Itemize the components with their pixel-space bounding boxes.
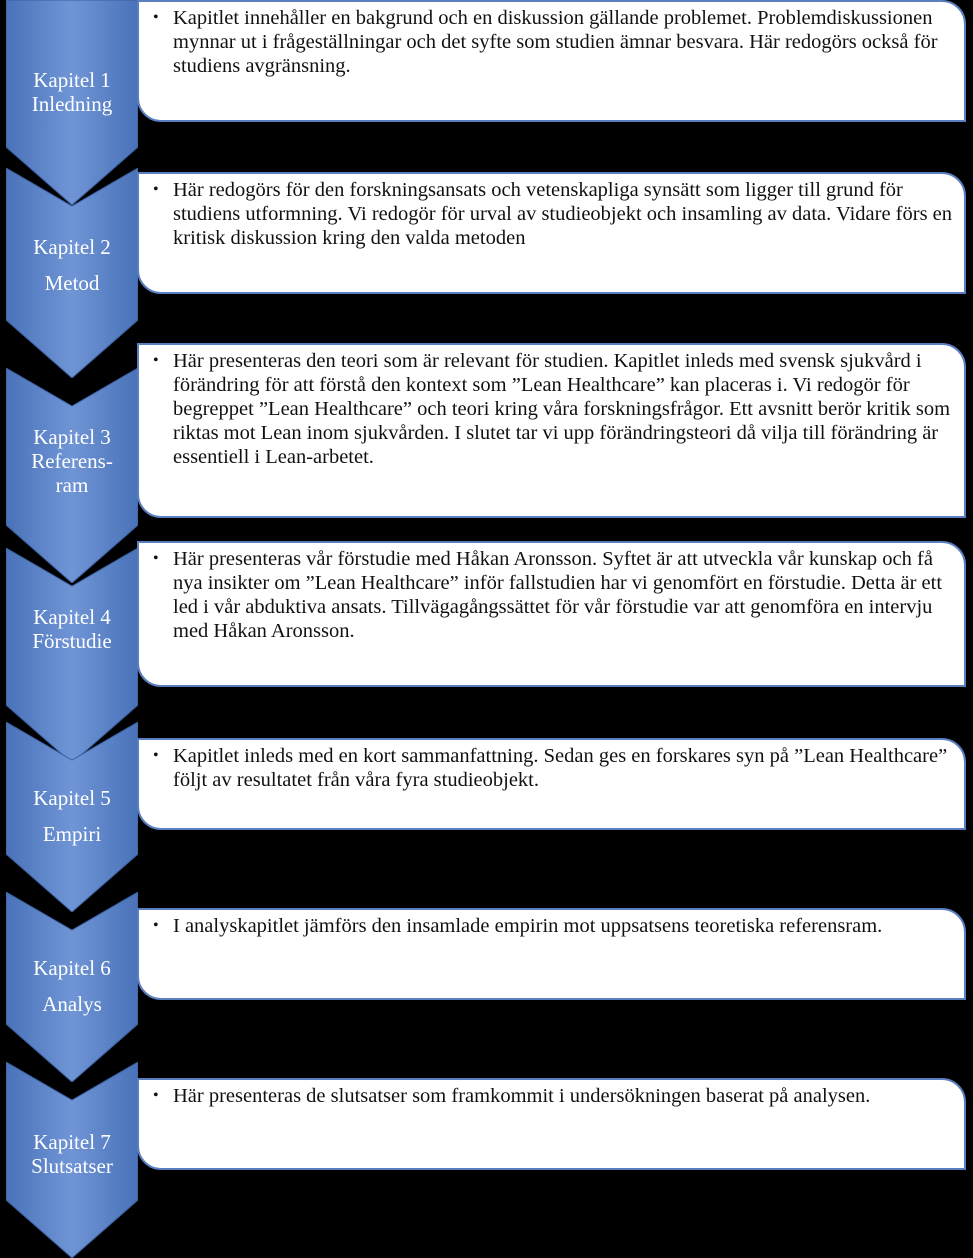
chapter-description-text: Här redogörs för den forskningsansats och vetenskapliga synsätt som ligger till grund för studiens utformning. Vi redogör för urval av studieobjekt och insamling av data. Vidare förs en kritisk diskussion kring den valda metoden (173, 179, 953, 249)
chapter-description-list (153, 349, 954, 469)
chapter-description-list (153, 744, 954, 792)
chapter-description-list (153, 178, 954, 250)
chapter-description-item (153, 178, 954, 250)
chapter-description-text: Kapitlet innehåller en bakgrund och en diskussion gällande problemet. Problemdiskussionen mynnar ut i frågeställningar och det syfte som studien ämnar besvara. Här redogörs också för studiens avgränsning. (173, 7, 938, 77)
chapter-label-line: Förstudie (32, 629, 112, 653)
chapter-description-text: Här presenteras de slutsatser som framkommit i undersökningen baserat på analysen. (173, 1085, 871, 1107)
chapter-description-item (153, 349, 954, 469)
chapter-description-box-1 (137, 0, 966, 122)
bullet-icon: • (153, 1087, 159, 1104)
chapter-label-3 (6, 425, 138, 497)
bullet-icon: • (153, 181, 159, 198)
chapter-description-text: Här presenteras den teori som är relevant för studien. Kapitlet inleds med svensk sjukvård i förändring för att förstå den kontext som ”Lean Healthcare” kan placeras i. Vi redogör för begreppet ”Lean Healthcare” och teori kring våra forskningsfrågor. Ett avsnitt berör kritik som riktas mot Lean inom sjukvården. I slutet tar vi upp förändringsteori då vilja till förändring är essentiell i Lean-arbetet. (173, 350, 951, 468)
chapter-label-line: Kapitel 4 (33, 605, 111, 629)
bullet-icon: • (153, 352, 159, 369)
chapter-description-list (153, 6, 954, 78)
chapter-description-list (153, 914, 954, 938)
chapter-description-box-7 (137, 1078, 966, 1170)
chapter-description-box-5 (137, 738, 966, 830)
chapter-label-line: Kapitel 2 (33, 235, 111, 259)
chapter-label-line: Analys (42, 992, 102, 1016)
chapter-description-box-2 (137, 172, 966, 294)
chapter-description-box-4 (137, 541, 966, 687)
chapter-label-line: Referens- (31, 449, 113, 473)
chapter-description-item (153, 1084, 954, 1108)
chapter-label-line: Slutsatser (31, 1154, 113, 1178)
chapter-description-list (153, 547, 954, 643)
chapter-description-text: Kapitlet inleds med en kort sammanfattning. Sedan ges en forskares syn på ”Lean Healthcare” följt av resultatet från våra fyra studieobjekt. (173, 745, 948, 791)
chapter-label-5 (6, 786, 138, 846)
chapter-label-line: Kapitel 5 (33, 786, 111, 810)
chapter-label-7 (6, 1130, 138, 1178)
chapter-description-text: Här presenteras vår förstudie med Håkan Aronsson. Syftet är att utveckla vår kunskap och få nya insikter om ”Lean Healthcare” inför fallstudien har vi genomfört en förstudie. Detta är ett led i vår abduktiva ansats. Tillvägagångssättet för vår förstudie var att genomföra en intervju med Håkan Aronsson. (173, 548, 943, 642)
chapter-label-line: Kapitel 7 (33, 1130, 111, 1154)
bullet-icon: • (153, 917, 159, 934)
chapter-label-line: Kapitel 3 (33, 425, 111, 449)
chapter-label-4 (6, 605, 138, 653)
chapter-label-line: Kapitel 6 (33, 956, 111, 980)
bullet-icon: • (153, 747, 159, 764)
chapter-description-text: I analyskapitlet jämförs den insamlade empirin mot uppsatsens teoretiska referensram. (173, 915, 883, 937)
chapter-description-list (153, 1084, 954, 1108)
chapter-label-line: Kapitel 1 (33, 68, 111, 92)
chapter-label-line: Inledning (31, 92, 113, 116)
bullet-icon: • (153, 550, 159, 567)
chapter-description-box-6 (137, 908, 966, 1000)
chapter-description-item (153, 547, 954, 643)
chapter-description-item (153, 6, 954, 78)
chapter-description-item (153, 744, 954, 792)
chapter-label-6 (6, 956, 138, 1016)
chapter-label-2 (6, 235, 138, 295)
chapter-label-line: ram (55, 473, 89, 497)
chapter-label-line: Metod (44, 271, 100, 295)
bullet-icon: • (153, 9, 159, 26)
chapter-label-1 (6, 68, 138, 116)
chapter-description-item (153, 914, 954, 938)
chapter-description-box-3 (137, 343, 966, 518)
chapter-label-line: Empiri (42, 822, 102, 846)
